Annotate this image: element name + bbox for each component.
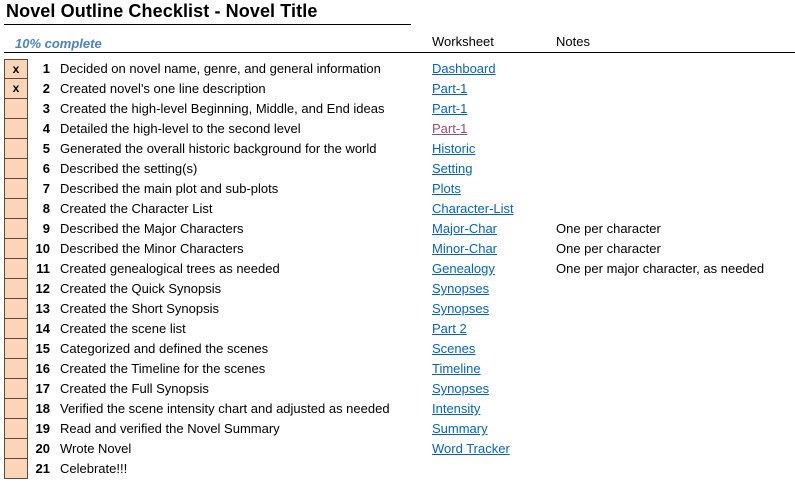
done-checkbox[interactable] — [4, 319, 28, 339]
worksheet-link[interactable]: Minor-Char — [432, 241, 498, 256]
task-label: Created the Character List — [60, 201, 213, 216]
task-label: Created the scene list — [60, 321, 186, 336]
worksheet-link[interactable]: Part 2 — [432, 321, 467, 336]
worksheet-link[interactable]: Synopses — [432, 301, 490, 316]
step-number: 9 — [42, 221, 50, 236]
done-checkbox[interactable] — [4, 239, 28, 259]
task-label: Created novel's one line description — [60, 81, 266, 96]
step-number: 21 — [35, 461, 50, 476]
step-number: 19 — [35, 421, 50, 436]
done-checkbox[interactable] — [4, 139, 28, 159]
step-number: 3 — [42, 101, 50, 116]
checklist-row — [0, 159, 795, 179]
step-number: 10 — [35, 241, 50, 256]
checklist-row — [0, 219, 795, 239]
title-underline — [4, 24, 411, 25]
worksheet-link[interactable]: Character-List — [432, 201, 514, 216]
step-number: 4 — [42, 121, 50, 136]
worksheet-link[interactable]: Part-1 — [432, 121, 468, 136]
checklist-row — [0, 79, 795, 99]
task-label: Decided on novel name, genre, and general information — [60, 61, 381, 76]
step-number: 12 — [35, 281, 50, 296]
done-checkbox[interactable]: x — [4, 59, 28, 79]
done-checkbox[interactable] — [4, 439, 28, 459]
step-number: 5 — [42, 141, 50, 156]
checklist-row — [0, 259, 795, 279]
worksheet-link[interactable]: Part-1 — [432, 101, 468, 116]
worksheet-link[interactable]: Part-1 — [432, 81, 468, 96]
done-checkbox[interactable] — [4, 119, 28, 139]
worksheet-link[interactable]: Genealogy — [432, 261, 495, 276]
task-label: Read and verified the Novel Summary — [60, 421, 280, 436]
step-number: 7 — [42, 181, 50, 196]
done-checkbox[interactable] — [4, 399, 28, 419]
checklist-row — [0, 359, 795, 379]
step-number: 2 — [42, 81, 50, 96]
checklist-row — [0, 319, 795, 339]
done-checkbox[interactable] — [4, 99, 28, 119]
done-checkbox[interactable] — [4, 179, 28, 199]
done-checkbox[interactable] — [4, 459, 28, 479]
task-label: Generated the overall historic background for the world — [60, 141, 377, 156]
header-divider — [4, 52, 795, 53]
checklist-row — [0, 179, 795, 199]
note-text: One per character — [556, 221, 661, 236]
worksheet-link[interactable]: Plots — [432, 181, 461, 196]
done-checkbox[interactable] — [4, 339, 28, 359]
notes-column-header: Notes — [556, 34, 590, 49]
step-number: 18 — [35, 401, 50, 416]
step-number: 8 — [42, 201, 50, 216]
checklist-row — [0, 59, 795, 79]
checklist-row — [0, 199, 795, 219]
worksheet-link[interactable]: Summary — [432, 421, 488, 436]
done-checkbox[interactable] — [4, 259, 28, 279]
task-label: Created the Full Synopsis — [60, 381, 209, 396]
checklist-row — [0, 379, 795, 399]
task-label: Created the Timeline for the scenes — [60, 361, 266, 376]
task-label: Celebrate!!! — [60, 461, 128, 476]
checklist — [0, 59, 795, 479]
checklist-row — [0, 119, 795, 139]
task-label: Described the Major Characters — [60, 221, 244, 236]
task-label: Created the Quick Synopsis — [60, 281, 222, 296]
done-checkbox[interactable] — [4, 159, 28, 179]
worksheet-link[interactable]: Setting — [432, 161, 473, 176]
checklist-row — [0, 459, 795, 479]
checklist-row — [0, 299, 795, 319]
done-checkbox[interactable] — [4, 279, 28, 299]
task-label: Described the Minor Characters — [60, 241, 244, 256]
worksheet-link[interactable]: Word Tracker — [432, 441, 510, 456]
task-label: Created the high-level Beginning, Middle, and End ideas — [60, 101, 385, 116]
page-title: Novel Outline Checklist - Novel Title — [6, 1, 318, 21]
task-label: Verified the scene intensity chart and adjusted as needed — [60, 401, 390, 416]
note-text: One per major character, as needed — [556, 261, 765, 276]
task-label: Created genealogical trees as needed — [60, 261, 280, 276]
step-number: 1 — [42, 61, 50, 76]
step-number: 11 — [36, 261, 50, 276]
done-checkbox[interactable] — [4, 419, 28, 439]
worksheet-link[interactable]: Intensity — [432, 401, 481, 416]
step-number: 15 — [35, 341, 50, 356]
worksheet-column-header: Worksheet — [432, 34, 494, 49]
checklist-row — [0, 419, 795, 439]
worksheet-link[interactable]: Scenes — [432, 341, 476, 356]
worksheet-link[interactable]: Historic — [432, 141, 476, 156]
worksheet-link[interactable]: Synopses — [432, 281, 490, 296]
task-label: Described the main plot and sub-plots — [60, 181, 279, 196]
progress-percent: 10% complete — [15, 36, 102, 51]
note-text: One per character — [556, 241, 661, 256]
step-number: 14 — [35, 321, 50, 336]
step-number: 6 — [42, 161, 50, 176]
step-number: 13 — [35, 301, 50, 316]
task-label: Created the Short Synopsis — [60, 301, 219, 316]
done-checkbox[interactable]: x — [4, 79, 28, 99]
worksheet-link[interactable]: Synopses — [432, 381, 490, 396]
checklist-row — [0, 339, 795, 359]
worksheet-link[interactable]: Dashboard — [432, 61, 496, 76]
checklist-row — [0, 139, 795, 159]
done-checkbox[interactable] — [4, 379, 28, 399]
worksheet-link[interactable]: Major-Char — [432, 221, 498, 236]
task-label: Detailed the high-level to the second level — [60, 121, 301, 136]
step-number: 17 — [35, 381, 50, 396]
step-number: 20 — [35, 441, 50, 456]
task-label: Wrote Novel — [60, 441, 132, 456]
task-label: Described the setting(s) — [60, 161, 198, 176]
checklist-row — [0, 239, 795, 259]
done-checkbox[interactable] — [4, 219, 28, 239]
done-checkbox[interactable] — [4, 299, 28, 319]
checklist-row — [0, 279, 795, 299]
checklist-row — [0, 99, 795, 119]
worksheet-link[interactable]: Timeline — [432, 361, 481, 376]
done-checkbox[interactable] — [4, 199, 28, 219]
step-number: 16 — [35, 361, 50, 376]
checklist-row — [0, 439, 795, 459]
task-label: Categorized and defined the scenes — [60, 341, 269, 356]
done-checkbox[interactable] — [4, 359, 28, 379]
checklist-row — [0, 399, 795, 419]
